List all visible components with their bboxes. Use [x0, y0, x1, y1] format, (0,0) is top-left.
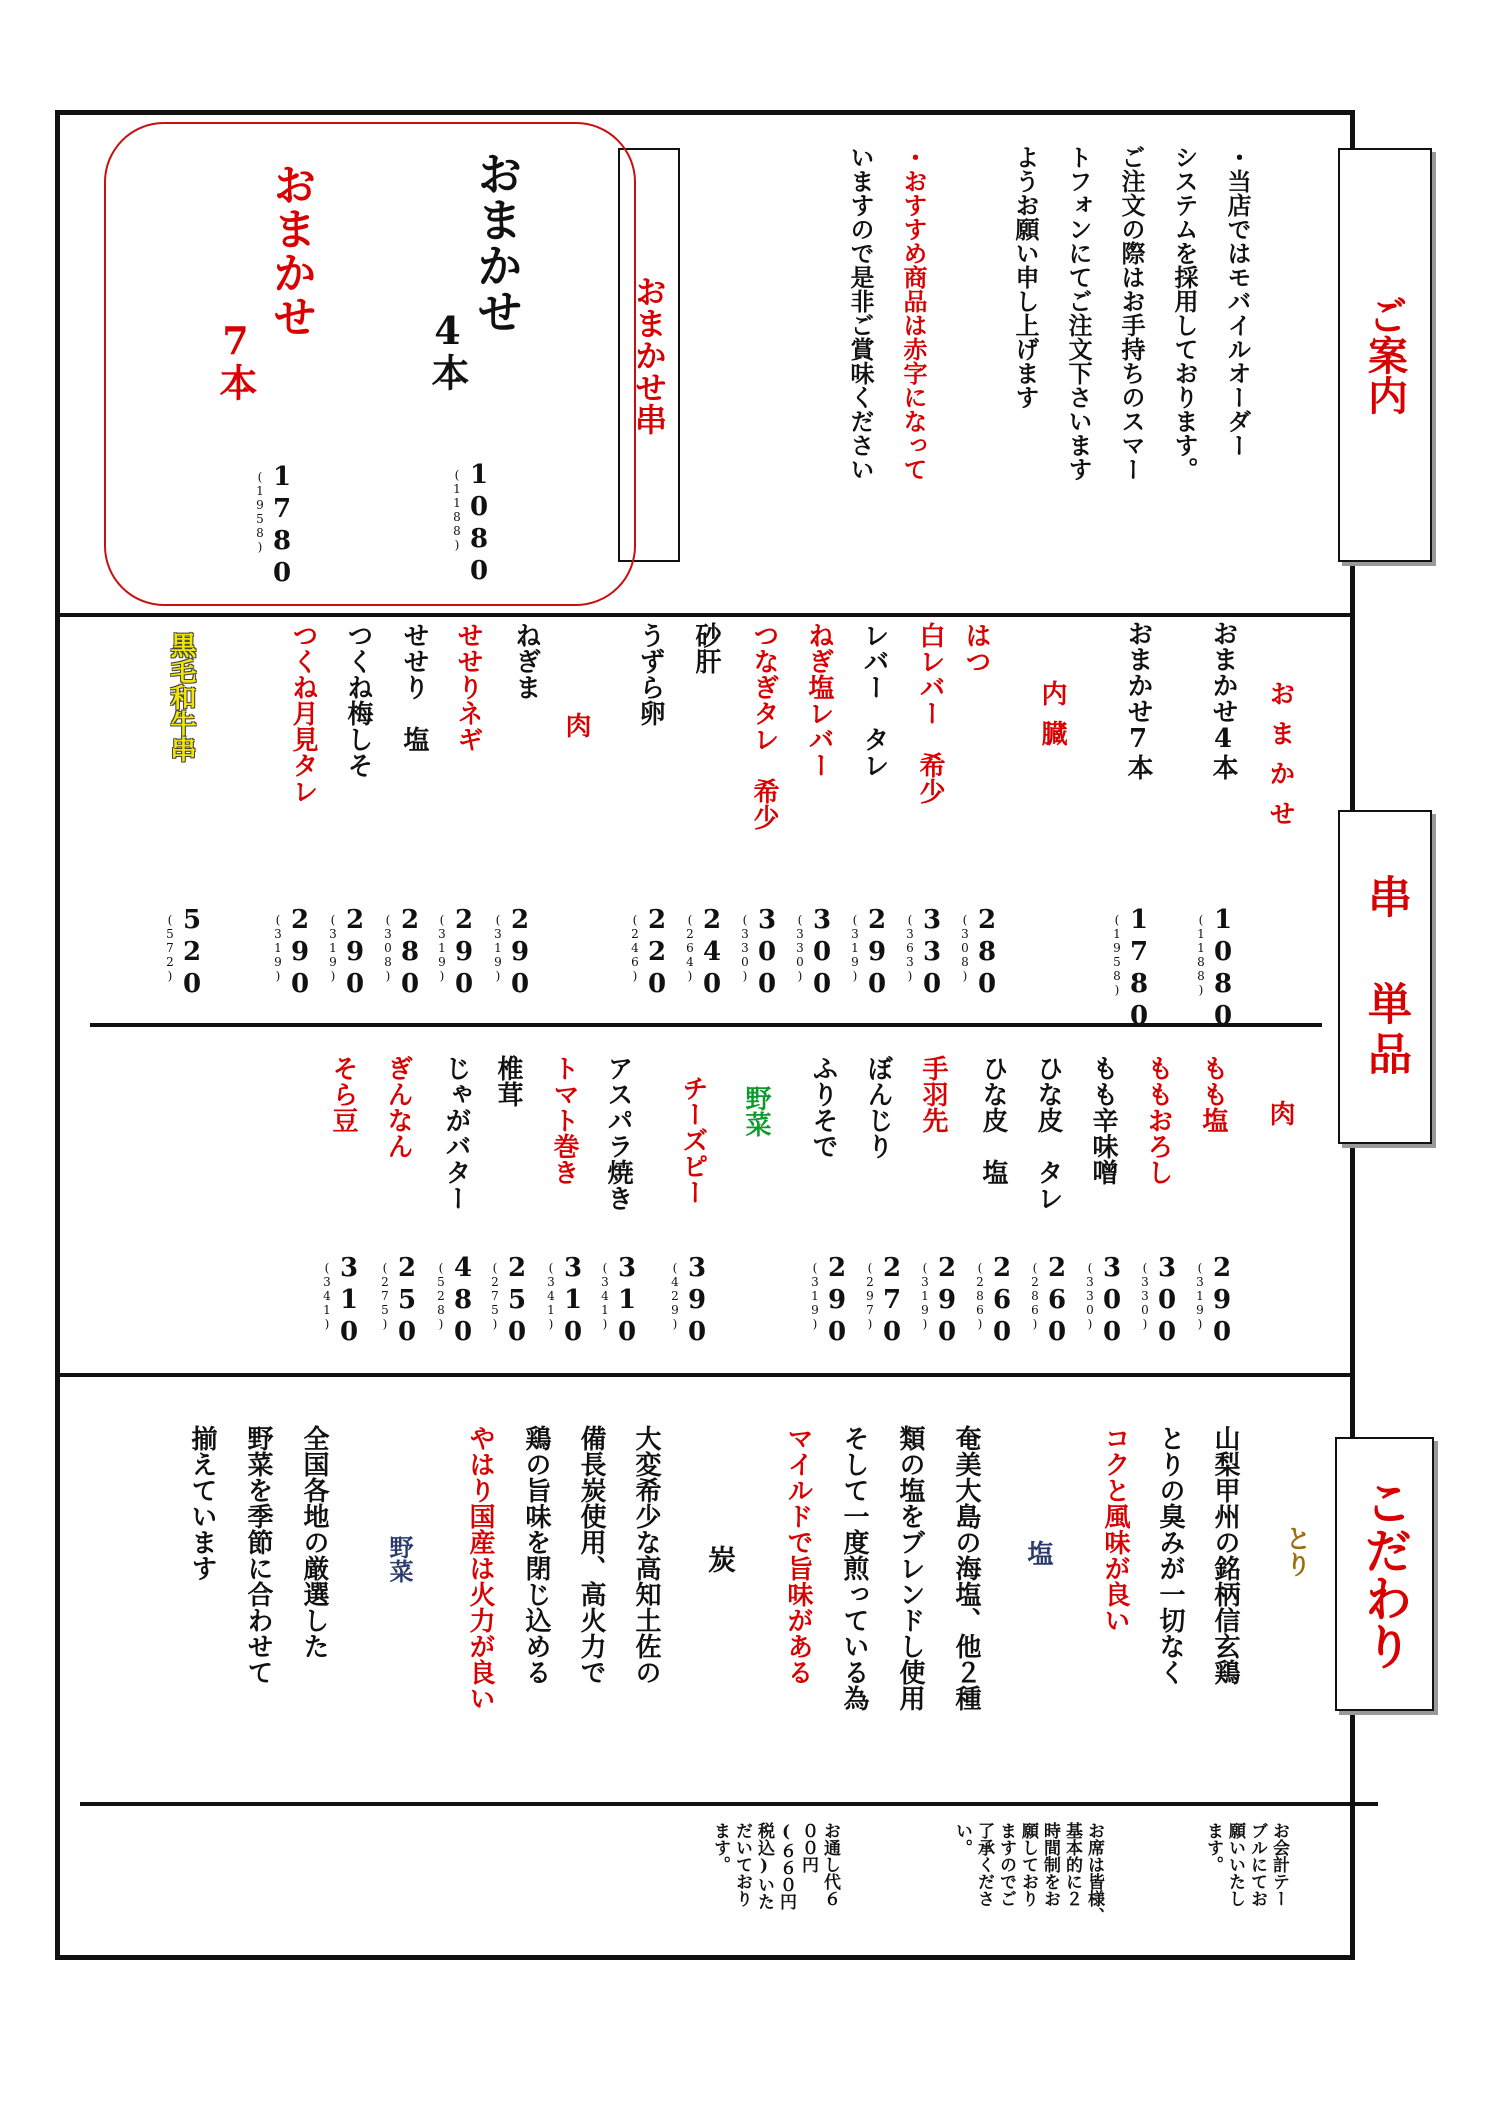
divider-4 — [80, 1802, 1378, 1806]
kushi2-item-price — [1140, 1253, 1182, 1349]
kushi1-item-price-tax: (319) — [326, 913, 340, 983]
note-seki-6: 了承くださ — [974, 1822, 994, 1907]
kushi2-item-price — [322, 1253, 364, 1349]
tab-kodawari — [1335, 1437, 1434, 1711]
kushi1-item-name: つくね梅しそ — [343, 622, 373, 778]
note-otoshi-3: (６６０円 — [776, 1822, 796, 1910]
kushi1-item-name: 黒毛和牛串 — [166, 632, 196, 762]
kushi2-item-name: じゃがバター — [441, 1055, 471, 1211]
kushi2-item-price — [490, 1253, 532, 1349]
kushi2-item-price — [1030, 1253, 1072, 1349]
kodawari-shio-line-3: そして一度煎っている為 — [839, 1425, 869, 1711]
kushi2-item-price — [865, 1253, 907, 1349]
kushi2-item-price-value: 260 — [987, 1253, 1017, 1349]
kushi1-item-price-tax: (330) — [793, 913, 807, 983]
kushi1-item-price — [328, 905, 370, 1001]
kushi1-item-name: 白レバー 希少 — [915, 622, 945, 804]
kushi2-item-price-tax: (286) — [973, 1261, 987, 1331]
guide-line-4: トフォンにてご注文下さいます — [1064, 145, 1093, 481]
kushi2-item-name: もも塩 — [1198, 1055, 1228, 1133]
kushi2-item-price-tax: (429) — [668, 1261, 682, 1331]
kushi1-item-price-value: 300 — [752, 905, 782, 1001]
kushi2-item-price — [600, 1253, 642, 1349]
divider-1 — [55, 613, 1355, 617]
kodawari-sumi-head: 炭 — [704, 1545, 737, 1573]
kodawari-yasai-line-1: 全国各地の厳選した — [299, 1425, 329, 1659]
kushi2-item-price-value: 290 — [1207, 1253, 1237, 1349]
note-seki-4: 願しており — [1018, 1822, 1038, 1907]
kodawari-sumi-line-2: 備長炭使用、高火力で — [576, 1425, 606, 1685]
kodawari-sumi-red: やはり国産は火力が良い — [465, 1425, 495, 1711]
kushi1-item-name: おまかせ7本 — [1123, 620, 1153, 780]
kushi1-item-price-tax: (319) — [435, 913, 449, 983]
kushi1-niku-head: 肉 — [561, 712, 591, 738]
kushi1-item-price-tax: (1958) — [1110, 913, 1124, 997]
kodawari-tori-line-2: とりの臭みが一切なく — [1155, 1425, 1185, 1685]
kushi2-item-price-tax: (341) — [320, 1261, 334, 1331]
kushi1-item-price-value: 290 — [340, 905, 370, 1001]
kushi1-item-price — [850, 905, 892, 1001]
kushi1-item-price — [795, 905, 837, 1001]
kushi1-item-price-value: 520 — [177, 905, 207, 1001]
kushi1-item-price — [437, 905, 479, 1001]
kushi2-item-price-tax: (297) — [863, 1261, 877, 1331]
guide-line-1: ・当店ではモバイルオーダー — [1223, 145, 1252, 457]
omakase-4-count: 4本 — [425, 308, 470, 391]
kushi2-item-price — [1085, 1253, 1127, 1349]
kushi1-item-price-tax: (264) — [683, 913, 697, 983]
kushi1-item-price — [493, 905, 535, 1001]
kushi1-item-price-tax: (319) — [271, 913, 285, 983]
kodawari-shio-head: 塩 — [1023, 1540, 1053, 1566]
note-seki-2: 基本的に２ — [1062, 1822, 1082, 1907]
kushi1-item-name: おまかせ4本 — [1208, 620, 1238, 780]
kodawari-yasai-line-2: 野菜を季節に合わせて — [243, 1425, 273, 1685]
kushi1-item-name: はつ — [961, 622, 991, 674]
kushi1-item-price-value: 280 — [395, 905, 425, 1001]
kushi2-item-name: ぎんなん — [383, 1055, 413, 1159]
kushi1-item-price-tax: (363) — [903, 913, 917, 983]
kushi1-omakase-head: おまかせ — [1265, 680, 1295, 840]
tab-kushi — [1338, 810, 1432, 1144]
kushi1-item-price-value: 240 — [697, 905, 727, 1001]
kushi1-item-price-tax: (572) — [163, 913, 177, 983]
kushi1-item-price — [905, 905, 947, 1001]
kushi1-item-price-value: 330 — [917, 905, 947, 1001]
guide-line-2: システムを採用しております。 — [1170, 145, 1199, 481]
kushi1-item-price-tax: (319) — [491, 913, 505, 983]
kushi1-item-name: つなぎタレ 希少 — [749, 622, 779, 830]
kushi2-item-price-value: 250 — [502, 1253, 532, 1349]
note-otoshi-1: お通し代６ — [820, 1822, 840, 1907]
kushi1-item-price-tax: (330) — [738, 913, 752, 983]
omakase-label: おまかせ串 — [630, 275, 668, 435]
kushi2-item-price-value: 290 — [932, 1253, 962, 1349]
note-otoshi-6: ます。 — [710, 1822, 730, 1873]
kushi1-item-price — [685, 905, 727, 1001]
kushi2-niku-head: 肉 — [1265, 1100, 1295, 1126]
kodawari-sumi-line-1: 大変希少な高知土佐の — [631, 1425, 661, 1685]
kushi1-item-price — [630, 905, 672, 1001]
kushi1-item-name: うずら卵 — [635, 622, 665, 726]
kushi1-item-name: ねぎ塩レバー — [804, 622, 834, 778]
divider-3 — [55, 1373, 1355, 1377]
kushi1-item-price — [165, 905, 207, 1001]
kushi2-item-price-tax: (319) — [918, 1261, 932, 1331]
kushi1-item-price — [1196, 905, 1238, 1033]
kushi1-item-price-tax: (308) — [958, 913, 972, 983]
kushi1-item-price-value: 290 — [862, 905, 892, 1001]
guide-line-3: ご注文の際はお手持ちのスマー — [1117, 145, 1146, 481]
kushi1-item-price-value: 280 — [972, 905, 1002, 1001]
kushi1-item-price-value: 1780 — [1124, 905, 1154, 1033]
note-kaikei-3: 願いいたし — [1225, 1822, 1245, 1907]
kushi1-naizo-head: 内臓 — [1037, 680, 1067, 760]
kushi2-item-name: ぼんじり — [863, 1055, 893, 1159]
kushi1-item-price — [960, 905, 1002, 1001]
kushi1-item-price-value: 300 — [807, 905, 837, 1001]
kodawari-shio-line-1: 奄美大島の海塩、他２種 — [951, 1425, 981, 1711]
guide-line-5: ようお願い申し上げます — [1011, 145, 1040, 409]
kushi2-item-price-value: 310 — [334, 1253, 364, 1349]
kushi2-item-price — [810, 1253, 852, 1349]
kushi1-item-name: ねぎま — [511, 622, 541, 700]
note-otoshi-4: 税込)いた — [754, 1822, 774, 1910]
note-seki-5: ますのでご — [996, 1822, 1016, 1907]
kushi2-item-price-tax: (319) — [1193, 1261, 1207, 1331]
note-kaikei-1: お会計テー — [1269, 1822, 1289, 1907]
note-seki-3: 時間制をお — [1040, 1822, 1060, 1907]
kushi2-item-price-value: 300 — [1097, 1253, 1127, 1349]
tab-guide-label: ご案内 — [1361, 295, 1409, 415]
kushi2-item-price-tax: (330) — [1138, 1261, 1152, 1331]
kushi2-item-name: ひな皮 タレ — [1033, 1055, 1063, 1211]
kodawari-tori-head: とり — [1281, 1525, 1311, 1577]
kushi2-item-price — [546, 1253, 588, 1349]
kushi2-item-price-tax: (319) — [808, 1261, 822, 1331]
kushi1-item-price-tax: (1188) — [1194, 913, 1208, 997]
kushi2-item-price-tax: (341) — [544, 1261, 558, 1331]
kushi2-item-price — [670, 1253, 712, 1349]
kushi2-item-name: チーズピー — [678, 1075, 708, 1205]
omakase-7-price: 1780 (1958) — [253, 462, 297, 590]
note-seki-1: お席は皆様、 — [1084, 1822, 1104, 1924]
kushi2-item-name: そら豆 — [328, 1055, 358, 1133]
kushi2-item-name: 椎茸 — [493, 1055, 523, 1107]
kushi2-item-price-value: 250 — [392, 1253, 422, 1349]
note-kaikei-4: ます。 — [1203, 1822, 1223, 1873]
kushi2-item-price-tax: (286) — [1028, 1261, 1042, 1331]
kushi1-item-price — [1112, 905, 1154, 1033]
kushi1-item-price-tax: (246) — [628, 913, 642, 983]
kushi1-item-price — [273, 905, 315, 1001]
kushi2-item-price-tax: (528) — [434, 1261, 448, 1331]
kodawari-sumi-line-3: 鶏の旨味を閉じ込める — [521, 1425, 551, 1685]
kushi2-item-price-value: 310 — [558, 1253, 588, 1349]
kushi2-item-price-value: 290 — [822, 1253, 852, 1349]
kodawari-tori-line-1: 山梨甲州の銘柄信玄鶏 — [1210, 1425, 1240, 1685]
kushi1-item-price — [383, 905, 425, 1001]
kushi1-item-price-value: 290 — [505, 905, 535, 1001]
kushi2-yasai-head: 野菜 — [741, 1085, 771, 1137]
kushi2-item-name: アスパラ焼き — [603, 1055, 633, 1211]
tab-kushi-label: 串 単品 — [1360, 873, 1411, 1081]
kushi1-item-name: つくね月見タレ — [288, 622, 318, 804]
kushi1-item-name: せせり 塩 — [399, 622, 429, 752]
kushi2-item-price — [1195, 1253, 1237, 1349]
guide-line-6: いますので是非ご賞味ください — [846, 145, 875, 481]
kushi2-item-name: ひな皮 塩 — [978, 1055, 1008, 1185]
omakase-4-name: おまかせ — [470, 150, 524, 334]
kushi2-item-price-value: 390 — [682, 1253, 712, 1349]
kushi2-item-price-tax: (330) — [1083, 1261, 1097, 1331]
kushi2-item-price-value: 300 — [1152, 1253, 1182, 1349]
tab-kodawari-label: こだわり — [1356, 1478, 1412, 1670]
kushi2-item-price-value: 310 — [612, 1253, 642, 1349]
note-otoshi-2: ００円 — [798, 1822, 818, 1873]
note-kaikei-2: ブルにてお — [1247, 1822, 1267, 1907]
kodawari-yasai-head: 野菜 — [385, 1535, 414, 1583]
kushi1-item-price-tax: (308) — [381, 913, 395, 983]
guide-red-line: ・おすすめ商品は赤字になって — [899, 145, 928, 481]
omakase-box — [104, 122, 636, 606]
tab-guide — [1338, 148, 1432, 562]
kodawari-shio-line-2: 類の塩をブレンドし使用 — [895, 1425, 925, 1711]
omakase-7-count: 7本 — [213, 318, 258, 401]
kushi2-item-name: 手羽先 — [918, 1055, 948, 1133]
kushi2-item-name: ふりそで — [808, 1055, 838, 1159]
note-otoshi-5: だいており — [732, 1822, 752, 1907]
omakase-7-name: おまかせ — [265, 162, 316, 338]
kushi2-item-price — [920, 1253, 962, 1349]
kushi2-item-price — [436, 1253, 478, 1349]
kushi1-item-price-value: 290 — [285, 905, 315, 1001]
note-seki-7: い。 — [952, 1822, 972, 1856]
kushi2-item-name: もも辛味噌 — [1088, 1055, 1118, 1185]
kodawari-shio-red: マイルドで旨味がある — [783, 1425, 813, 1685]
kushi1-item-name: レバー タレ — [859, 622, 889, 778]
kushi2-item-price-value: 260 — [1042, 1253, 1072, 1349]
kushi2-item-price-tax: (275) — [488, 1261, 502, 1331]
kodawari-tori-red: コクと風味が良い — [1100, 1425, 1130, 1633]
kushi2-item-price-tax: (275) — [378, 1261, 392, 1331]
kushi1-item-price-tax: (319) — [848, 913, 862, 983]
kushi2-item-price-value: 480 — [448, 1253, 478, 1349]
kushi1-item-price-value: 220 — [642, 905, 672, 1001]
kushi1-item-price-value: 290 — [449, 905, 479, 1001]
kushi2-item-price-value: 270 — [877, 1253, 907, 1349]
kushi2-item-name: ももおろし — [1143, 1055, 1173, 1185]
kushi2-item-name: トマト巻き — [549, 1055, 579, 1185]
kushi2-item-price-tax: (341) — [598, 1261, 612, 1331]
kushi1-item-name: 砂肝 — [691, 622, 721, 674]
kushi1-item-name: せせりネギ — [453, 622, 483, 752]
kodawari-yasai-line-3: 揃えています — [187, 1425, 217, 1581]
kushi2-item-price — [975, 1253, 1017, 1349]
kushi1-item-price — [740, 905, 782, 1001]
kushi1-item-price-value: 1080 — [1208, 905, 1238, 1033]
omakase-4-price: 1080 (1188) — [450, 460, 494, 588]
kushi2-item-price — [380, 1253, 422, 1349]
